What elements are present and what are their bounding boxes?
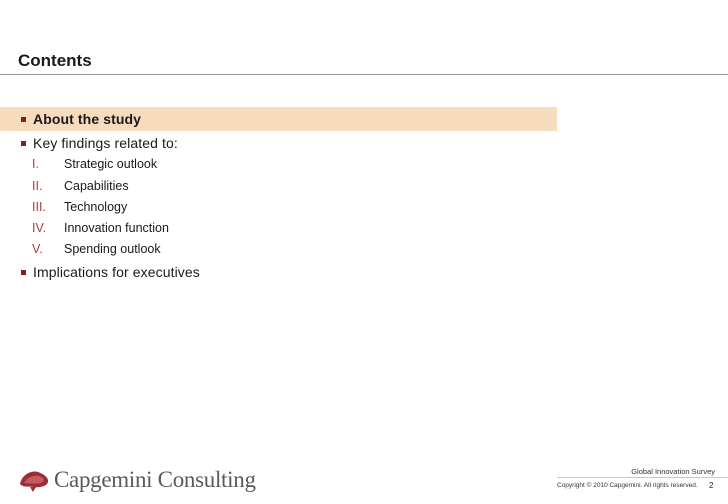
toc-item-implications[interactable]: [0, 260, 200, 284]
toc-item-label: Key findings related to:: [33, 135, 178, 151]
toc-subitem-label: Spending outlook: [64, 241, 161, 256]
toc-subitem-capabilities[interactable]: [0, 176, 129, 195]
toc-subitem-label: Strategic outlook: [64, 156, 158, 171]
toc-subitem-label: Innovation function: [64, 220, 169, 235]
page-number: 2: [709, 481, 714, 490]
toc-subitem-label: Technology: [64, 199, 128, 214]
roman-numeral: II.: [32, 178, 43, 193]
survey-label: Global Innovation Survey: [631, 467, 715, 476]
toc-item-about-the-study[interactable]: [0, 107, 557, 131]
toc-subitem-technology[interactable]: [0, 197, 127, 216]
spade-logo-icon: [18, 468, 50, 492]
square-bullet-icon: [21, 141, 26, 146]
capgemini-logo: [18, 467, 256, 493]
roman-numeral: III.: [32, 199, 46, 214]
page-title: Contents: [18, 51, 92, 70]
square-bullet-icon: [21, 270, 26, 275]
roman-numeral: IV.: [32, 220, 47, 235]
toc-item-label: Implications for executives: [33, 264, 200, 280]
square-bullet-icon: [21, 117, 26, 122]
roman-numeral: V.: [32, 241, 43, 256]
copyright-notice: Copyright © 2010 Capgemini. All rights reserved.: [557, 482, 698, 489]
title-divider: [0, 74, 728, 75]
logo-wordmark: Capgemini Consulting: [54, 467, 256, 492]
roman-numeral: I.: [32, 156, 39, 171]
toc-subitem-strategic-outlook[interactable]: [0, 154, 157, 173]
toc-item-label: About the study: [33, 111, 142, 127]
footer-divider: [557, 477, 728, 478]
toc-subitem-innovation-function[interactable]: [0, 218, 169, 237]
toc-subitem-label: Capabilities: [64, 178, 129, 193]
toc-subitem-spending-outlook[interactable]: [0, 239, 161, 258]
toc-item-key-findings[interactable]: [0, 131, 178, 155]
